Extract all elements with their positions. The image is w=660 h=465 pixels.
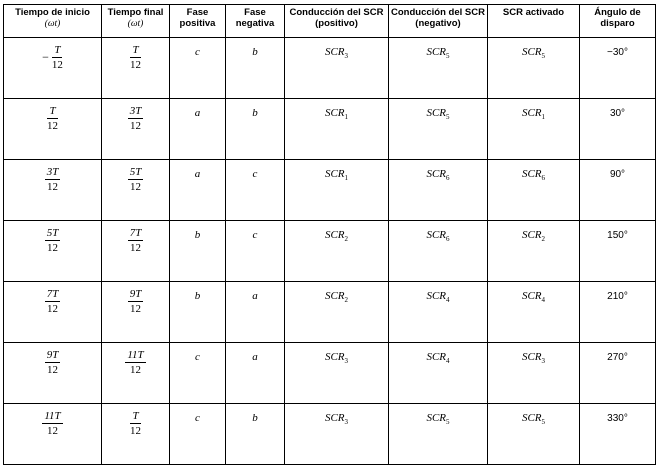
fraction-numerator: 11T xyxy=(127,349,144,361)
fraction xyxy=(130,44,141,71)
scr-positive-label: $SCR_3$ xyxy=(324,46,349,61)
positive-phase-cell: b xyxy=(170,282,226,343)
table-row xyxy=(4,221,656,282)
fraction-numerator: 7T xyxy=(46,288,59,300)
fraction-denominator: 12 xyxy=(51,59,63,71)
fraction-numerator: T xyxy=(54,44,61,56)
scr-activated-label: $SCR_4$ xyxy=(521,290,546,305)
header-end-time-unit: (ωt) xyxy=(127,19,144,29)
negative-phase-cell: c xyxy=(226,160,285,221)
table-row xyxy=(4,160,656,221)
fraction-numerator: 7T xyxy=(129,227,142,239)
scr-positive-cell xyxy=(285,221,389,282)
scr-activated-label: $SCR_1$ xyxy=(521,107,546,122)
start-time-cell xyxy=(4,404,102,465)
fraction xyxy=(45,227,61,254)
scr-firing-table xyxy=(3,4,656,465)
start-time-cell xyxy=(4,343,102,404)
firing-angle-cell: 210° xyxy=(580,282,656,343)
fraction xyxy=(128,288,144,315)
fraction xyxy=(42,44,63,71)
table-body xyxy=(4,38,656,465)
fraction-sign: − xyxy=(42,50,49,64)
scr-negative-cell xyxy=(389,99,488,160)
scr-positive-label: $SCR_3$ xyxy=(324,351,349,366)
scr-activated-label: $SCR_2$ xyxy=(521,229,546,244)
header-start-time-unit: (ωt) xyxy=(44,19,61,29)
scr-negative-cell xyxy=(389,38,488,99)
scr-activated-label: $SCR_6$ xyxy=(521,168,546,183)
fraction xyxy=(45,349,61,376)
fraction-numerator: 3T xyxy=(46,166,59,178)
header-scr-conduction-positive: Conducción del SCR (positivo) xyxy=(285,5,389,38)
table-row xyxy=(4,282,656,343)
scr-positive-cell xyxy=(285,404,389,465)
fraction xyxy=(45,166,61,193)
scr-positive-label: $SCR_1$ xyxy=(324,107,349,122)
fraction-numerator: 5T xyxy=(46,227,59,239)
scr-activated-cell xyxy=(488,38,580,99)
fraction xyxy=(45,288,61,315)
scr-negative-label: $SCR_6$ xyxy=(426,168,450,183)
scr-activated-cell xyxy=(488,404,580,465)
scr-positive-cell xyxy=(285,343,389,404)
scr-negative-label: $SCR_4$ xyxy=(426,351,450,366)
firing-angle-cell: 90° xyxy=(580,160,656,221)
fraction-numerator: T xyxy=(132,44,139,56)
fraction xyxy=(128,166,144,193)
fraction-denominator: 12 xyxy=(130,364,141,376)
positive-phase-cell: b xyxy=(170,221,226,282)
negative-phase-cell: b xyxy=(226,99,285,160)
scr-negative-label: $SCR_5$ xyxy=(426,107,450,122)
end-time-cell xyxy=(102,38,170,99)
scr-activated-cell xyxy=(488,99,580,160)
positive-phase-cell: c xyxy=(170,404,226,465)
end-time-cell xyxy=(102,99,170,160)
start-time-cell xyxy=(4,282,102,343)
fraction-denominator: 12 xyxy=(130,59,141,71)
scr-activated-label: $SCR_5$ xyxy=(521,46,546,61)
fraction-numerator: T xyxy=(49,105,56,117)
scr-negative-cell xyxy=(389,221,488,282)
fraction-numerator: 3T xyxy=(129,105,142,117)
fraction-denominator: 12 xyxy=(47,364,58,376)
header-negative-phase: Fase negativa xyxy=(226,5,285,38)
negative-phase-cell: a xyxy=(226,282,285,343)
scr-positive-cell xyxy=(285,282,389,343)
header-scr-conduction-negative: Conducción del SCR (negativo) xyxy=(389,5,488,38)
scr-activated-cell xyxy=(488,343,580,404)
fraction-denominator: 12 xyxy=(47,425,58,437)
firing-angle-cell: 330° xyxy=(580,404,656,465)
fraction-numerator: 5T xyxy=(129,166,142,178)
scr-negative-label: $SCR_5$ xyxy=(426,412,450,427)
negative-phase-cell: a xyxy=(226,343,285,404)
end-time-cell xyxy=(102,404,170,465)
scr-activated-label: $SCR_5$ xyxy=(521,412,546,427)
scr-positive-label: $SCR_2$ xyxy=(324,229,349,244)
fraction-numerator: 9T xyxy=(46,349,59,361)
scr-negative-label: $SCR_4$ xyxy=(426,290,450,305)
scr-activated-cell xyxy=(488,160,580,221)
fraction-denominator: 12 xyxy=(130,425,141,437)
scr-positive-label: $SCR_1$ xyxy=(324,168,349,183)
scr-negative-label: $SCR_6$ xyxy=(426,229,450,244)
scr-positive-cell xyxy=(285,99,389,160)
negative-phase-cell: c xyxy=(226,221,285,282)
fraction-denominator: 12 xyxy=(47,181,58,193)
end-time-cell xyxy=(102,160,170,221)
scr-negative-cell xyxy=(389,160,488,221)
scr-negative-label: $SCR_5$ xyxy=(426,46,450,61)
fraction xyxy=(130,410,141,437)
fraction-denominator: 12 xyxy=(130,181,141,193)
scr-activated-label: $SCR_3$ xyxy=(521,351,546,366)
header-end-time: Tiempo final (ωt) xyxy=(102,5,170,38)
header-start-time: Tiempo de inicio (ωt) xyxy=(4,5,102,38)
positive-phase-cell: c xyxy=(170,343,226,404)
scr-positive-cell xyxy=(285,38,389,99)
fraction xyxy=(42,410,62,437)
scr-activated-cell xyxy=(488,221,580,282)
table-row xyxy=(4,343,656,404)
scr-positive-label: $SCR_3$ xyxy=(324,412,349,427)
end-time-cell xyxy=(102,221,170,282)
fraction-denominator: 12 xyxy=(130,303,141,315)
header-row xyxy=(4,5,656,38)
fraction-denominator: 12 xyxy=(130,120,141,132)
fraction xyxy=(128,105,144,132)
scr-negative-cell xyxy=(389,282,488,343)
start-time-cell xyxy=(4,99,102,160)
negative-phase-cell: b xyxy=(226,38,285,99)
fraction-numerator: 11T xyxy=(44,410,61,422)
fraction-denominator: 12 xyxy=(47,242,58,254)
positive-phase-cell: a xyxy=(170,99,226,160)
fraction-numerator: T xyxy=(132,410,139,422)
header-firing-angle: Ángulo de disparo xyxy=(580,5,656,38)
fraction-denominator: 12 xyxy=(47,303,58,315)
scr-activated-cell xyxy=(488,282,580,343)
positive-phase-cell: c xyxy=(170,38,226,99)
fraction xyxy=(125,349,145,376)
firing-angle-cell: 150° xyxy=(580,221,656,282)
start-time-cell xyxy=(4,160,102,221)
scr-negative-cell xyxy=(389,404,488,465)
start-time-cell xyxy=(4,38,102,99)
end-time-cell xyxy=(102,343,170,404)
header-positive-phase: Fase positiva xyxy=(170,5,226,38)
firing-angle-cell: −30° xyxy=(580,38,656,99)
scr-positive-label: $SCR_2$ xyxy=(324,290,349,305)
header-scr-activated: SCR activado xyxy=(488,5,580,38)
scr-positive-cell xyxy=(285,160,389,221)
table-row xyxy=(4,38,656,99)
fraction xyxy=(47,105,58,132)
fraction xyxy=(128,227,144,254)
end-time-cell xyxy=(102,282,170,343)
fraction-denominator: 12 xyxy=(130,242,141,254)
firing-angle-cell: 270° xyxy=(580,343,656,404)
negative-phase-cell: b xyxy=(226,404,285,465)
positive-phase-cell: a xyxy=(170,160,226,221)
scr-negative-cell xyxy=(389,343,488,404)
table-row xyxy=(4,99,656,160)
fraction-numerator: 9T xyxy=(129,288,142,300)
firing-angle-cell: 30° xyxy=(580,99,656,160)
start-time-cell xyxy=(4,221,102,282)
fraction-denominator: 12 xyxy=(47,120,58,132)
table-row xyxy=(4,404,656,465)
